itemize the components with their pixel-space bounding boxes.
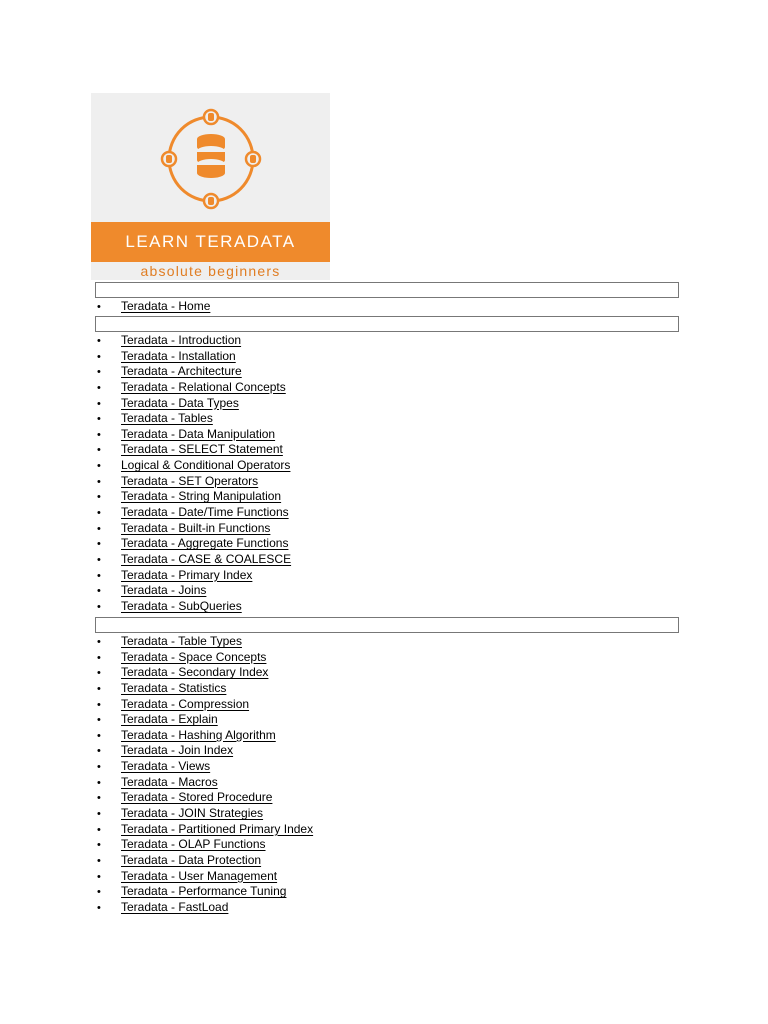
nav-link[interactable]: Teradata - Hashing Algorithm: [121, 727, 276, 742]
nav-link[interactable]: Logical & Conditional Operators: [121, 458, 291, 473]
list-item: [92, 743, 313, 759]
nav-link[interactable]: Teradata - Explain: [121, 712, 218, 727]
bullet-icon: •: [97, 585, 101, 598]
bullet-icon: •: [97, 350, 101, 363]
list-item: [92, 665, 313, 681]
list-item: [92, 505, 291, 521]
bullet-icon: •: [97, 301, 101, 313]
nav-list-home: [92, 299, 210, 315]
list-item: [92, 634, 313, 650]
nav-link[interactable]: Teradata - SubQueries: [121, 598, 242, 613]
nav-link[interactable]: Teradata - Date/Time Functions: [121, 505, 289, 520]
nav-link[interactable]: Teradata - Macros: [121, 774, 218, 789]
list-item: [92, 536, 291, 552]
logo-subtitle: absolute beginners: [140, 263, 281, 279]
nav-link[interactable]: Teradata - Joins: [121, 583, 207, 598]
bullet-icon: •: [97, 886, 101, 899]
database-cycle-icon: [91, 93, 330, 221]
nav-link[interactable]: Teradata - Data Types: [121, 395, 239, 410]
nav-link[interactable]: Teradata - Join Index: [121, 743, 234, 758]
list-item: [92, 349, 291, 365]
bullet-icon: •: [97, 651, 101, 664]
list-item: [92, 650, 313, 666]
list-item: [92, 806, 313, 822]
bullet-icon: •: [97, 600, 101, 613]
list-item: [92, 681, 313, 697]
bullet-icon: •: [97, 667, 101, 680]
bullet-icon: •: [97, 553, 101, 566]
list-item: [92, 411, 291, 427]
bullet-icon: •: [97, 491, 101, 504]
nav-link[interactable]: Teradata - Introduction: [121, 333, 242, 347]
nav-link[interactable]: Teradata - Relational Concepts: [121, 379, 286, 394]
nav-link[interactable]: Teradata - User Management: [121, 868, 278, 883]
list-item: [92, 474, 291, 490]
bullet-icon: •: [97, 397, 101, 410]
bullet-icon: •: [97, 335, 101, 347]
list-item: [92, 489, 291, 505]
bullet-icon: •: [97, 901, 101, 914]
nav-link[interactable]: Teradata - Installation: [121, 348, 236, 363]
nav-link[interactable]: Teradata - Tables: [121, 411, 213, 426]
nav-link[interactable]: Teradata - Primary Index: [121, 567, 253, 582]
list-item: [92, 697, 313, 713]
list-item: [92, 458, 291, 474]
bullet-icon: •: [97, 460, 101, 473]
bullet-icon: •: [97, 682, 101, 695]
bullet-icon: •: [97, 698, 101, 711]
list-item: [92, 427, 291, 443]
bullet-icon: •: [97, 636, 101, 648]
list-item: [92, 869, 313, 885]
list-item: [92, 759, 313, 775]
bullet-icon: •: [97, 823, 101, 836]
list-item: [92, 837, 313, 853]
bullet-icon: •: [97, 839, 101, 852]
bullet-icon: •: [97, 444, 101, 457]
nav-link[interactable]: Teradata - FastLoad: [121, 899, 229, 914]
bullet-icon: •: [97, 538, 101, 551]
list-item: [92, 583, 291, 599]
bullet-icon: •: [97, 870, 101, 883]
list-item: [92, 552, 291, 568]
nav-link[interactable]: Teradata - SET Operators: [121, 473, 259, 488]
nav-link[interactable]: Teradata - CASE & COALESCE: [121, 551, 292, 566]
nav-link[interactable]: Teradata - OLAP Functions: [121, 837, 266, 852]
list-item: [92, 775, 313, 791]
nav-link[interactable]: Teradata - SELECT Statement: [121, 442, 283, 457]
list-item: [92, 380, 291, 396]
nav-link[interactable]: Teradata - Stored Procedure: [121, 790, 273, 805]
bullet-icon: •: [97, 745, 101, 758]
list-item: [92, 599, 291, 615]
list-item: [92, 853, 313, 869]
bullet-icon: •: [97, 522, 101, 535]
list-item: [92, 712, 313, 728]
nav-link[interactable]: Teradata - Performance Tuning: [121, 884, 287, 899]
nav-link[interactable]: Teradata - Data Manipulation: [121, 426, 276, 441]
nav-link[interactable]: Teradata - Data Protection: [121, 852, 262, 867]
bullet-icon: •: [97, 761, 101, 774]
nav-link[interactable]: Teradata - Space Concepts: [121, 649, 267, 664]
nav-link[interactable]: Teradata - Partitioned Primary Index: [121, 821, 314, 836]
nav-link[interactable]: Teradata - Table Types: [121, 634, 242, 648]
bullet-icon: •: [97, 381, 101, 394]
section-header-bar-2: [95, 316, 679, 332]
bullet-icon: •: [97, 507, 101, 520]
bullet-icon: •: [97, 854, 101, 867]
list-item: [92, 822, 313, 838]
bullet-icon: •: [97, 776, 101, 789]
list-item: [92, 568, 291, 584]
learn-teradata-logo: [91, 93, 330, 280]
list-item: [92, 728, 313, 744]
nav-link[interactable]: Teradata - Aggregate Functions: [121, 536, 289, 551]
list-item: [92, 396, 291, 412]
nav-link[interactable]: Teradata - Architecture: [121, 364, 242, 379]
list-item: [92, 884, 313, 900]
bullet-icon: •: [97, 792, 101, 805]
nav-link[interactable]: Teradata - Built-in Functions: [121, 520, 271, 535]
bullet-icon: •: [97, 428, 101, 441]
list-item: [92, 790, 313, 806]
nav-link[interactable]: Teradata - JOIN Strategies: [121, 806, 264, 821]
section-header-bar-3: [95, 617, 679, 633]
bullet-icon: •: [97, 808, 101, 821]
list-item: [92, 364, 291, 380]
nav-link[interactable]: Teradata - Statistics: [121, 680, 227, 695]
bullet-icon: •: [97, 475, 101, 488]
nav-link[interactable]: Teradata - Compression: [121, 696, 250, 711]
bullet-icon: •: [97, 569, 101, 582]
bullet-icon: •: [97, 729, 101, 742]
list-item: [92, 900, 313, 916]
list-item: [92, 442, 291, 458]
list-item: [92, 333, 291, 349]
bullet-icon: •: [97, 366, 101, 379]
nav-link[interactable]: Teradata - Views: [121, 759, 211, 774]
nav-list-advanced: [92, 634, 313, 916]
nav-link[interactable]: Teradata - Secondary Index: [121, 665, 269, 680]
nav-link[interactable]: Teradata - Home: [121, 299, 211, 313]
list-item: [92, 299, 210, 315]
nav-link[interactable]: Teradata - String Manipulation: [121, 489, 282, 504]
section-header-bar-1: [95, 282, 679, 298]
bullet-icon: •: [97, 714, 101, 727]
nav-list-basics: [92, 333, 291, 615]
logo-title: LEARN TERADATA: [91, 222, 330, 262]
list-item: [92, 521, 291, 537]
bullet-icon: •: [97, 413, 101, 426]
